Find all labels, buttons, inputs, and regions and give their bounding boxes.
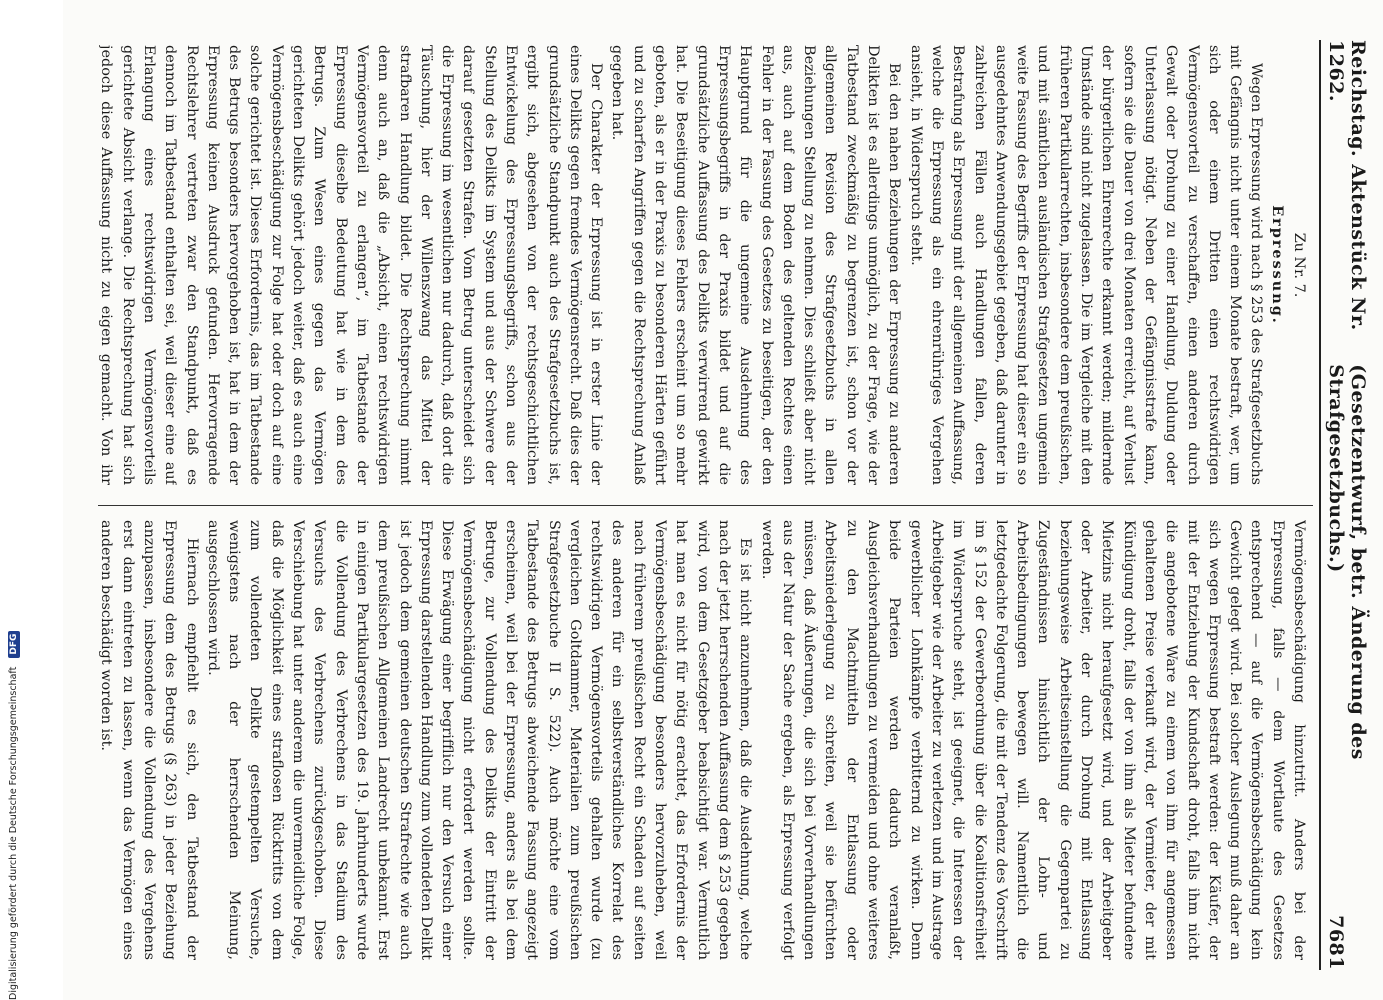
header-center: (Gesetzentwurf, betr. Änderung des Strafgesetzbuchs.) (1325, 364, 1369, 760)
scanned-page (63, 0, 1383, 1000)
column-divider (98, 505, 1313, 506)
header-left: Reichstag. Aktenstück Nr. 1262. (1325, 40, 1369, 331)
right-column (94, 520, 1309, 960)
paragraph: Bei den nahen Beziehungen der Erpressung zu anderen Delikten ist es allerdings unmöglich, zu der Frage, wie der Tatbestand zweckmäßig zu begrenzen ist, schon vor der allgemeinen Revision des Strafgesetzbuchs in allen Beziehungen Stellung zu nehmen. Dies schließt aber nicht aus, auch auf dem Boden des geltenden Rechtes einen Fehler in der Fassung des Gesetzes zu beseitigen, der den Hauptgrund für die ungemeine Ausdehnung des Erpressungsbegriffs in der Praxis bildet und auf die grundsätzliche Auffassung des Delikts verwirrend gewirkt hat. Die Beseitigung dieses Fehlers erscheint um so mehr geboten, als er in der Praxis zu besonderen Härten geführt und zu scharfen Angriffen gegen die Rechtsprechung Anlaß gegeben hat. (609, 45, 903, 485)
page-number: 7681 (1325, 915, 1347, 970)
digitization-credit (6, 0, 22, 1000)
credit-text: Digitalisierung gefördert durch die Deutsche Forschungsgemeinschaft (8, 666, 19, 1000)
page-header (1325, 40, 1369, 970)
header-rule (1319, 40, 1321, 970)
paragraph: Vermögensbeschädigung hinzutritt. Anders bei der Erpressung, falls — dem Wortlaute des Gesetzes entsprechend — auf die Vermögensbeschädigung kein Gewicht gelegt wird. Bei solcher Auslegung muß daher an sich wegen Erpressung bestraft werden: der Käufer, der mit der Entziehung der Kundschaft droht, falls ihm nicht die angebotene Ware zu einem von ihm für angemessen gehaltenen Preise verkauft wird, der Vermieter, der mit Kündigung droht, falls der von ihm als Mieter befundene Mietzins nicht heraufgesetzt wird, und der Arbeitgeber oder Arbeiter, der durch Drohung mit Entlassung beziehungsweise Arbeitseinstellung die Gegenpartei zu Zugeständnissen hinsichtlich der Lohn- und Arbeitsbedingungen bewegen will. Namentlich die letztgedachte Folgerung, die mit der Tendenz des Vorschrift im § 152 der Gewerbeordnung über die Koalitionsfreiheit im Widerspruche steht, ist geeignet, die Interessen der Arbeitgeber wie der Arbeiter zu verletzen und im Austrage gewerblicher Lohnkämpfe verbitternd zu wirken. Denn beide Parteien werden dadurch veranlaßt, Ausgleichsverhandlungen zu vermeiden und ohne weiteres zu den Machtmitteln der Entlassung oder Arbeitsniederlegung zu schreiten, weil sie befürchten müssen, daß Äußerungen, die sich bei Vorverhandlungen aus der Natur der Sache ergeben, als Erpressung verfolgt werden. (758, 520, 1307, 960)
paragraph: Der Charakter der Erpressung ist in erster Linie der eines Delikts gegen fremdes Vermögensrecht. Daß dies der grundsätzliche Standpunkt auch des Strafgesetzbuchs ist, ergibt sich, abgesehen von der rechtsgeschichtlichen Entwickelung des Erpressungsbegriffs, schon aus der Stellung des Delikts im System und aus der Schwere der darauf gesetzten Strafen. Vom Betrug unterscheidet sich die Erpressung im wesentlichen nur dadurch, daß dort die Täuschung, hier der Willenszwang das Mittel der strafbaren Handlung bildet. Die Rechtsprechung nimmt denn auch an, daß die „Absicht, einen rechtswidrigen Vermögensvorteil zu erlangen“, im Tatbestande der Erpressung dieselbe Bedeutung hat wie in dem des Betrugs. Zum Wesen eines gegen das Vermögen gerichteten Delikts gehört jedoch weiter, daß es auch eine Vermögensbeschädigung zur Folge hat oder doch auf eine solche gerichtet ist. Dieses Erfordernis, das im Tatbestande des Betrugs besonders hervorgehoben ist, hat in dem der Erpressung keinen Ausdruck gefunden. Hervorragende Rechtslehrer vertreten zwar den Standpunkt, daß es dennoch im Tatbestand enthalten sei, weil dieser eine auf Erlangung eines rechtswidrigen Vermögensvorteils gerichtete Absicht verlange. Die Rechtsprechung hat sich jedoch diese Auffassung nicht zu eigen gemacht. Von ihr (98, 45, 605, 485)
paragraph (94, 520, 95, 960)
paragraph: Es ist nicht anzunehmen, daß die Ausdehnung, welche nach der jetzt herrschenden Auffassung dem § 253 gegeben wird, von dem Gesetzgeber beabsichtigt war. Vermutlich hat man es nicht für nötig erachtet, das Erfordernis der Vermögensbeschädigung besonders hervorzuheben, weil nach früherem preußischen Recht ein Schaden auf seiten des anderen für ein selbstverständliches Korrelat des rechtswidrigen Vermögensvorteils gehalten wurde (zu vergleichen Goltdammer, Materialien zum preußischen Strafgesetzbuche II S. 522). Auch möchte eine vom Tatbestande des Betrugs abweichende Fassung angezeigt erscheinen, weil bei der Erpressung, anders als bei dem Betruge, zur Vollendung des Delikts der Eintritt der Vermögensbeschädigung nicht erfordert werden sollte. Diese Erwägung einer begrifflich nur den Versuch einer Erpressung darstellenden Handlung zum vollendeten Delikt ist jedoch dem gemeinen deutschen Strafrechte wie auch dem preußischen Allgemeinen Landrecht unbekannt. Erst in einigen Partikulargesetzen des 19. Jahrhunderts wurde die Vollendung des Verbrechens in das Stadium des Versuchs des Verbrechens zurückgeschoben. Diese Verschiebung hat unter anderem die unvermeidliche Folge, daß die Möglichkeit eines straflosen Rücktritts von dem zum vollendeten Delikte gestempelten Versuche, wenigstens nach der herrschenden Meinung, ausgeschlossen wird. (204, 520, 754, 960)
section-heading: Zu Nr. 7. (1291, 232, 1307, 298)
dfg-logo: DFG (8, 631, 20, 658)
left-column (94, 45, 1309, 485)
paragraph: Wegen Erpressung wird nach § 253 des Strafgesetzbuchs mit Gefängnis nicht unter einem Monate bestraft, wer, um sich oder einem Dritten einen rechtswidrigen Vermögensvorteil zu verschaffen, einen anderen durch Gewalt oder Drohung zu einer Handlung, Duldung oder Unterlassung nötigt. Neben der Gefängnisstrafe kann, sofern sie die Dauer von drei Monaten erreicht, auf Verlust der bürgerlichen Ehrenrechte erkannt werden; mildernde Umstände sind nicht zugelassen. Die im Vergleiche mit den früheren Partikularrechten, insbesondere dem preußischen, und mit sämtlichen ausländischen Strafgesetzen ungemein weite Fassung des Begriffs der Erpressung hat dieser ein so ausgedehntes Anwendungsgebiet gegeben, daß darunter in zahlreichen Fällen auch Handlungen fallen, deren Bestrafung als Erpressung mit der allgemeinen Auffassung, welche die Erpressung als ein ehrenrühriges Vergehen ansieht, in Widerspruch steht. (907, 45, 1265, 485)
section-subheading: Erpressung. (1268, 205, 1286, 325)
paragraph: Hiernach empfiehlt es sich, den Tatbestand der Erpressung dem des Betrugs (§ 263) in jeder Beziehung anzupassen, insbesondere die Vollendung des Vergehens erst dann eintreten zu lassen, wenn das Vermögen eines anderen beschädigt worden ist. (98, 520, 200, 960)
